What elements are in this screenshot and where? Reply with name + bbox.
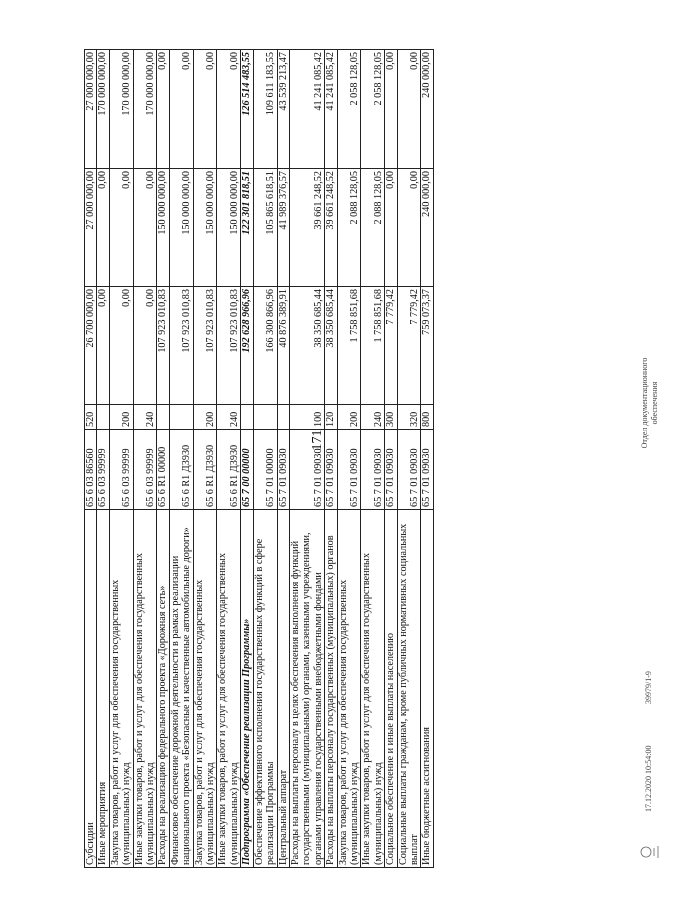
- row-target-code-cell: 65 6 03 99999: [97, 430, 109, 510]
- row-expense-type-cell: 240: [133, 405, 157, 430]
- row-amount-year1-cell: 7 779,42: [385, 287, 397, 405]
- row-amount-year1-cell: 192 628 966,96: [241, 287, 253, 405]
- row-expense-type-cell: [253, 405, 277, 430]
- row-amount-year2-cell: 0,00: [385, 169, 397, 287]
- row-amount-year1-cell: 107 923 010,83: [157, 287, 169, 405]
- row-amount-year1-cell: 0,00: [109, 287, 133, 405]
- row-amount-year2-cell: 150 000 000,00: [193, 169, 217, 287]
- row-expense-type-cell: 300: [385, 405, 397, 430]
- row-expense-type-cell: 200: [193, 405, 217, 430]
- row-expense-type-cell: 100: [289, 405, 324, 430]
- footer-department-stamp: [640, 348, 660, 458]
- footer-department-line-1: Отдел документационного: [640, 357, 649, 449]
- row-target-code-cell: 65 6 R1 Д3930: [169, 430, 193, 510]
- row-amount-year3-cell: 109 611 183,55: [253, 50, 277, 169]
- row-name-cell: Закупка товаров, работ и услуг для обеспечения государственных (муниципальных) нужд: [193, 510, 217, 868]
- row-amount-year2-cell: 150 000 000,00: [169, 169, 193, 287]
- table-row: [385, 50, 397, 868]
- row-expense-type-cell: [169, 405, 193, 430]
- row-amount-year2-cell: 0,00: [109, 169, 133, 287]
- row-amount-year3-cell: 27 000 000,00: [85, 50, 97, 169]
- row-amount-year1-cell: 0,00: [133, 287, 157, 405]
- row-amount-year2-cell: 105 865 618,51: [253, 169, 277, 287]
- row-amount-year1-cell: 166 300 866,96: [253, 287, 277, 405]
- row-target-code-cell: 65 7 01 09030: [397, 430, 421, 510]
- row-amount-year3-cell: 126 514 483,55: [241, 50, 253, 169]
- row-amount-year3-cell: 0,00: [157, 50, 169, 169]
- row-amount-year1-cell: 107 923 010,83: [169, 287, 193, 405]
- row-expense-type-cell: [157, 405, 169, 430]
- row-name-cell: Расходы на выплаты персоналу государственных (муниципальных) органов: [325, 510, 337, 868]
- footer-department-line-2: обеспечения: [650, 381, 659, 425]
- row-expense-type-cell: 800: [421, 405, 433, 430]
- row-amount-year2-cell: 122 301 818,51: [241, 169, 253, 287]
- row-amount-year3-cell: 0,00: [169, 50, 193, 169]
- row-amount-year1-cell: 107 923 010,83: [193, 287, 217, 405]
- table-row: [253, 50, 277, 868]
- row-name-cell: Обеспечение эффективного исполнения государственных функций в сфере реализации Программы: [253, 510, 277, 868]
- row-expense-type-cell: 240: [361, 405, 385, 430]
- row-name-cell: Субсидии: [85, 510, 97, 868]
- table-row: [337, 50, 361, 868]
- table-row: [361, 50, 385, 868]
- row-expense-type-cell: 200: [337, 405, 361, 430]
- row-name-cell: Иные закупки товаров, работ и услуг для обеспечения государственных (муниципальных) нужд: [133, 510, 157, 868]
- row-amount-year3-cell: 0,00: [217, 50, 241, 169]
- table-row: [169, 50, 193, 868]
- page-footer: [640, 50, 678, 868]
- row-target-code-cell: 65 6 03 99999: [133, 430, 157, 510]
- row-amount-year2-cell: 39 661 248,52: [325, 169, 337, 287]
- row-amount-year2-cell: 41 989 376,57: [277, 169, 289, 287]
- row-target-code-cell: 65 7 01 09030: [325, 430, 337, 510]
- row-amount-year2-cell: 0,00: [133, 169, 157, 287]
- row-amount-year3-cell: 240 000,00: [421, 50, 433, 169]
- table-row: [109, 50, 133, 868]
- row-amount-year2-cell: 150 000 000,00: [217, 169, 241, 287]
- row-amount-year3-cell: 2 058 128,05: [337, 50, 361, 169]
- row-name-cell: Закупка товаров, работ и услуг для обеспечения государственных (муниципальных) нужд: [109, 510, 133, 868]
- footer-timestamp: 17.12.2020 10:54:00: [644, 745, 653, 812]
- row-expense-type-cell: 200: [109, 405, 133, 430]
- row-target-code-cell: 65 7 01 09030: [337, 430, 361, 510]
- table-row: [157, 50, 169, 868]
- table-row: [217, 50, 241, 868]
- row-target-code-cell: 65 7 01 09030: [361, 430, 385, 510]
- row-name-cell: Иные закупки товаров, работ и услуг для обеспечения государственных (муниципальных) нужд: [217, 510, 241, 868]
- row-name-cell: Расходы на реализацию федерального проекта «Дорожная сеть»: [157, 510, 169, 868]
- row-target-code-cell: 65 6 R1 00000: [157, 430, 169, 510]
- table-row: [397, 50, 421, 868]
- row-amount-year2-cell: 2 088 128,05: [337, 169, 361, 287]
- row-amount-year1-cell: 38 350 685,44: [325, 287, 337, 405]
- row-expense-type-cell: [241, 405, 253, 430]
- row-amount-year2-cell: 27 000 000,00: [85, 169, 97, 287]
- rotated-page-content: [84, 20, 659, 868]
- table-row: [289, 50, 324, 868]
- row-name-cell: Центральный аппарат: [277, 510, 289, 868]
- row-expense-type-cell: 520: [85, 405, 97, 430]
- row-name-cell: Иные закупки товаров, работ и услуг для обеспечения государственных (муниципальных) нужд: [361, 510, 385, 868]
- row-amount-year1-cell: 40 876 389,91: [277, 287, 289, 405]
- row-amount-year2-cell: 240 000,00: [421, 169, 433, 287]
- row-expense-type-cell: [277, 405, 289, 430]
- row-target-code-cell: 65 6 03 99999: [109, 430, 133, 510]
- row-amount-year3-cell: 170 000 000,00: [109, 50, 133, 169]
- table-row: [421, 50, 433, 868]
- row-target-code-cell: 65 7 01 09030: [421, 430, 433, 510]
- row-amount-year3-cell: 170 000 000,00: [133, 50, 157, 169]
- budget-table-body: [85, 50, 434, 868]
- row-amount-year3-cell: 170 000 000,00: [97, 50, 109, 169]
- row-target-code-cell: 65 7 01 09030: [385, 430, 397, 510]
- row-amount-year3-cell: 0,00: [397, 50, 421, 169]
- table-row: [97, 50, 109, 868]
- table-row: [193, 50, 217, 868]
- row-expense-type-cell: [97, 405, 109, 430]
- row-amount-year1-cell: 759 073,37: [421, 287, 433, 405]
- table-row: [241, 50, 253, 868]
- row-name-cell: Иные мероприятия: [97, 510, 109, 868]
- row-amount-year3-cell: 41 241 085,42: [289, 50, 324, 169]
- row-name-cell: Финансовое обеспечение дорожной деятельности в рамках реализации национального проекта «Безопасные и качественные автомобильные дороги»: [169, 510, 193, 868]
- budget-table: [84, 49, 434, 868]
- row-name-cell: Закупка товаров, работ и услуг для обеспечения государственных (муниципальных) нужд: [337, 510, 361, 868]
- row-amount-year3-cell: 0,00: [193, 50, 217, 169]
- row-target-code-cell: 65 7 01 00000: [253, 430, 277, 510]
- row-amount-year2-cell: 150 000 000,00: [157, 169, 169, 287]
- row-target-code-cell: 65 7 00 00000: [241, 430, 253, 510]
- row-name-cell: Расходы на выплаты персоналу в целях обеспечения выполнения функций государственными (муниципальными) органами, казенными учреждениями, органами управления государственными внебюджетными фондами: [289, 510, 324, 868]
- row-target-code-cell: 65 7 01 09030: [289, 430, 324, 510]
- row-amount-year1-cell: 1 758 851,68: [361, 287, 385, 405]
- row-amount-year3-cell: 2 058 128,05: [361, 50, 385, 169]
- row-expense-type-cell: 320: [397, 405, 421, 430]
- table-row: [277, 50, 289, 868]
- row-name-cell: Иные бюджетные ассигнования: [421, 510, 433, 868]
- row-amount-year1-cell: 1 758 851,68: [337, 287, 361, 405]
- row-amount-year1-cell: 38 350 685,44: [289, 287, 324, 405]
- table-row: [325, 50, 337, 868]
- table-row: [133, 50, 157, 868]
- row-amount-year2-cell: 2 088 128,05: [361, 169, 385, 287]
- row-target-code-cell: 65 6 03 86560: [85, 430, 97, 510]
- footer-document-id: 39979/1-9: [644, 671, 653, 704]
- row-name-cell: Социальное обеспечение и иные выплаты населению: [385, 510, 397, 868]
- page-number: 171: [310, 429, 325, 451]
- row-expense-type-cell: 120: [325, 405, 337, 430]
- row-amount-year1-cell: 0,00: [97, 287, 109, 405]
- row-expense-type-cell: 240: [217, 405, 241, 430]
- row-amount-year2-cell: 0,00: [397, 169, 421, 287]
- row-amount-year1-cell: 107 923 010,83: [217, 287, 241, 405]
- row-amount-year2-cell: 39 661 248,52: [289, 169, 324, 287]
- row-amount-year2-cell: 0,00: [97, 169, 109, 287]
- row-amount-year1-cell: 7 779,42: [397, 287, 421, 405]
- table-row: [85, 50, 97, 868]
- row-name-cell: Подпрограмма «Обеспечение реализации Программы»: [241, 510, 253, 868]
- row-target-code-cell: 65 6 R1 Д3930: [217, 430, 241, 510]
- row-amount-year3-cell: 41 241 085,42: [325, 50, 337, 169]
- row-name-cell: Социальные выплаты гражданам, кроме публичных нормативных социальных выплат: [397, 510, 421, 868]
- row-target-code-cell: 65 7 01 09030: [277, 430, 289, 510]
- row-amount-year3-cell: 0,00: [385, 50, 397, 169]
- row-amount-year1-cell: 26 700 000,00: [85, 287, 97, 405]
- row-amount-year3-cell: 43 539 213,47: [277, 50, 289, 169]
- row-target-code-cell: 65 6 R1 Д3930: [193, 430, 217, 510]
- registry-seal-icon: [638, 834, 662, 862]
